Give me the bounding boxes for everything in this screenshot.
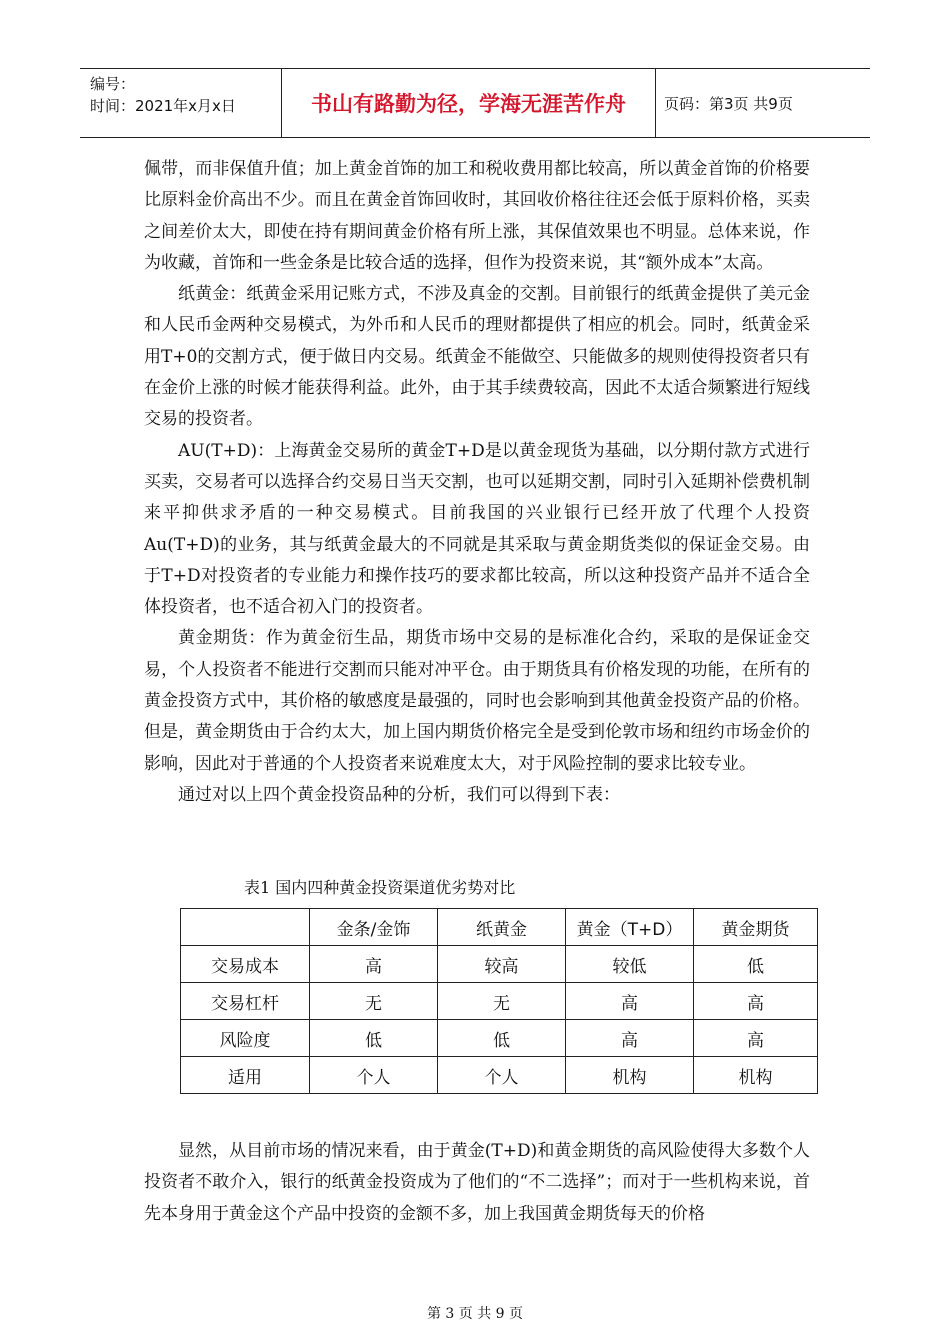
table-cell: 高 [694, 1020, 818, 1057]
table-cell: 交易成本 [181, 946, 310, 983]
table-header-cell: 金条/金饰 [310, 909, 438, 946]
table-header-cell: 黄金期货 [694, 909, 818, 946]
table-cell: 无 [310, 983, 438, 1020]
table-cell: 较低 [566, 946, 694, 983]
table-cell: 适用 [181, 1057, 310, 1094]
paragraph-table-intro: 通过对以上四个黄金投资品种的分析，我们可以得到下表： [178, 784, 620, 805]
table-row [181, 983, 818, 1020]
table-cell: 高 [566, 1020, 694, 1057]
paragraph-paper-gold: 纸黄金：纸黄金采用记账方式，不涉及真金的交割。目前银行的纸黄金提供了美元金和人民币金两种交易模式，为外币和人民币的理财都提供了相应的机会。同时，纸黄金采用T+0的交割方式，便于做日内交易。纸黄金不能做空、只能做多的规则使得投资者只有在金价上涨的时候才能获得利益。此外，由于其手续费较高，因此不太适合频繁进行短线交易的投资者。 [144, 284, 810, 430]
table-row [181, 946, 818, 983]
table-cell: 高 [310, 946, 438, 983]
table-cell: 风险度 [181, 1020, 310, 1057]
table-cell: 高 [694, 983, 818, 1020]
header-meta [80, 69, 282, 137]
table-caption: 表1 国内四种黄金投资渠道优劣势对比 [244, 878, 516, 897]
time-label: 时间：2021年x月x日 [90, 97, 236, 115]
table-cell: 个人 [310, 1057, 438, 1094]
table-header-cell: 纸黄金 [438, 909, 566, 946]
page-header [80, 68, 870, 138]
table-header-cell [181, 909, 310, 946]
table-cell: 交易杠杆 [181, 983, 310, 1020]
header-motto: 书山有路勤为径，学海无涯苦作舟 [282, 69, 656, 137]
table-cell: 高 [566, 983, 694, 1020]
table-header-cell: 黄金（T+D） [566, 909, 694, 946]
body-text [144, 154, 810, 811]
paragraph-gold-futures: 黄金期货：作为黄金衍生品，期货市场中交易的是标准化合约，采取的是保证金交易，个人投资者不能进行交割而只能对冲平仓。由于期货具有价格发现的功能，在所有的黄金投资方式中，其价格的敏感度是最强的，同时也会影响到其他黄金投资产品的价格。但是，黄金期货由于合约太大，加上国内期货价格完全是受到伦敦市场和纽约市场金价的影响，因此对于普通的个人投资者来说难度太大，对于风险控制的要求比较专业。 [144, 628, 810, 774]
table-cell: 机构 [566, 1057, 694, 1094]
table-cell: 较高 [438, 946, 566, 983]
table-cell: 机构 [694, 1057, 818, 1094]
page-footer: 第 3 页 共 9 页 [426, 1306, 524, 1322]
number-label: 编号： [90, 75, 136, 93]
table-row [181, 1020, 818, 1057]
table-header-row [181, 909, 818, 946]
table-cell: 低 [694, 946, 818, 983]
table-cell: 个人 [438, 1057, 566, 1094]
table-cell: 低 [438, 1020, 566, 1057]
comparison-table [180, 908, 818, 1094]
body-text-after-table [144, 1136, 810, 1230]
paragraph-au-td: AU(T+D)：上海黄金交易所的黄金T+D是以黄金现货为基础，以分期付款方式进行买卖，交易者可以选择合约交易日当天交割，也可以延期交割，同时引入延期补偿费机制来平抑供求矛盾的一种交易模式。目前我国的兴业银行已经开放了代理个人投资Au(T+D)的业务，其与纸黄金最大的不同就是其采取与黄金期货类似的保证金交易。由于T+D对投资者的专业能力和操作技巧的要求都比较高，所以这种投资产品并不适合全体投资者，也不适合初入门的投资者。 [144, 440, 810, 618]
table-cell: 无 [438, 983, 566, 1020]
table-row [181, 1057, 818, 1094]
header-page-label: 页码：第3页 共9页 [664, 94, 793, 113]
paragraph-conclusion: 显然，从目前市场的情况来看，由于黄金(T+D)和黄金期货的高风险使得大多数个人投资者不敢介入，银行的纸黄金投资成为了他们的“不二选择”；而对于一些机构来说，首先本身用于黄金这个产品中投资的金额不多，加上我国黄金期货每天的价格 [144, 1141, 810, 1224]
paragraph-jewelry: 佩带，而非保值升值；加上黄金首饰的加工和税收费用都比较高，所以黄金首饰的价格要比原料金价高出不少。而且在黄金首饰回收时，其回收价格往往还会低于原料价格，买卖之间差价太大，即使在持有期间黄金价格有所上涨，其保值效果也不明显。总体来说，作为收藏，首饰和一些金条是比较合适的选择，但作为投资来说，其“额外成本”太高。 [144, 159, 810, 273]
table-cell: 低 [310, 1020, 438, 1057]
